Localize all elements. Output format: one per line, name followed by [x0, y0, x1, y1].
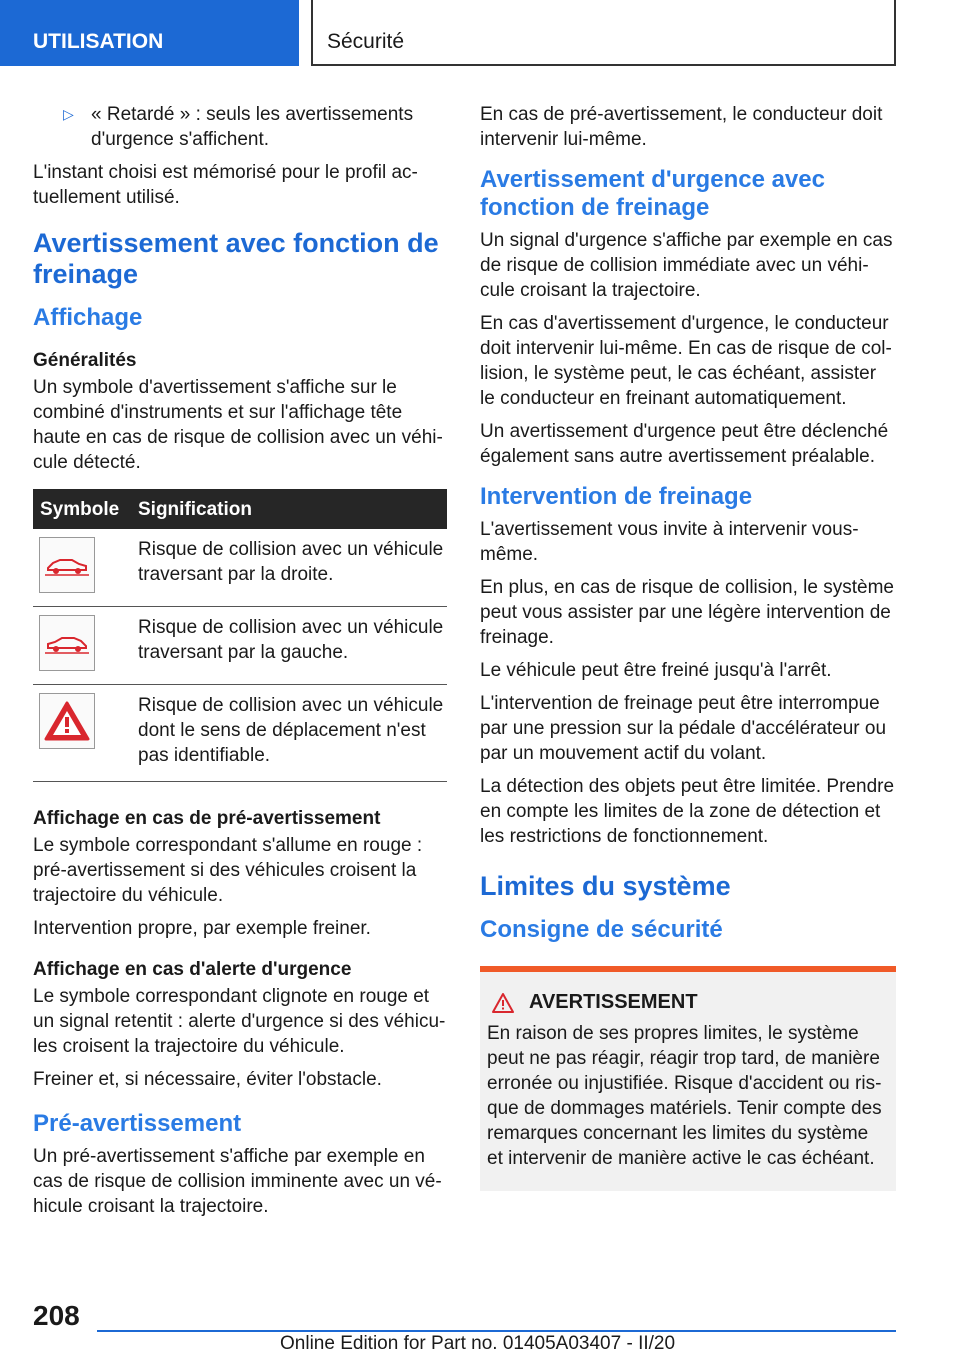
paragraph: En cas de pré-avertissement, le conducteur doit intervenir lui-même.	[480, 104, 883, 150]
heading-generalites: Généralités	[33, 350, 137, 371]
bullet-item	[33, 102, 447, 152]
warning-text: En raison de ses propres limites, le système peut ne pas réagir, réagir trop tard, de manière erronée ou injustifiée. Risque d'accident ou risque de dommages matériels. Tenir compte des remarques concernant les limites du système et intervenir de manière active le cas échéant.	[487, 1023, 882, 1169]
table-row	[33, 529, 447, 607]
table-row	[33, 607, 447, 685]
bullet-text: « Retardé » : seuls les avertissements d'urgence s'affichent.	[91, 104, 414, 150]
chapter-title: Sécurité	[311, 0, 896, 66]
warning-box	[480, 966, 896, 1191]
car-warning-icon	[39, 537, 95, 593]
left-column	[33, 102, 447, 1227]
heading-avertissement-freinage: Avertissement avec fonction de freinage	[33, 228, 439, 289]
row-description: Risque de collision avec un véhicule traversant par la gauche.	[130, 607, 447, 685]
paragraph: Le véhicule peut être freiné jusqu'à l'arrêt.	[480, 660, 832, 681]
paragraph: Le symbole correspondant clignote en rouge et un signal retentit : alerte d'urgence si des véhicules croisent la trajectoire du véhicule.	[33, 986, 446, 1057]
paragraph: L'avertissement vous invite à intervenir vous-même.	[480, 519, 859, 565]
heading-pre-avertissement: Pré-avertissement	[33, 1110, 242, 1137]
column-header-signification: Signification	[130, 489, 447, 529]
paragraph: En plus, en cas de risque de collision, le système peut vous assister par une légère intervention de freinage.	[480, 577, 894, 648]
paragraph: En cas d'avertissement d'urgence, le conducteur doit intervenir lui-même. En cas de risque de collision, le système peut, le cas échéant, assister le conducteur en freinant automatiquement.	[480, 313, 892, 409]
heading-consigne-securite: Consigne de sécurité	[480, 916, 723, 943]
heading-pre-avertissement-affichage: Affichage en cas de pré-avertissement	[33, 808, 381, 829]
triangle-warning-icon	[39, 693, 95, 749]
paragraph: La détection des objets peut être limitée. Prendre en compte les limites de la zone de détection et les restrictions de fonctionnement.	[480, 776, 895, 847]
paragraph: Un avertissement d'urgence peut être déclenché également sans autre avertissement préalable.	[480, 421, 889, 467]
paragraph: L'intervention de freinage peut être interrompue par une pression sur la pédale d'accélérateur ou par un mouvement actif du volant.	[480, 693, 887, 764]
section-tab: UTILISATION	[0, 0, 299, 66]
paragraph: Intervention propre, par exemple freiner.	[33, 918, 371, 939]
heading-alerte-urgence: Affichage en cas d'alerte d'urgence	[33, 959, 352, 980]
triangle-bullet-icon: ▷	[63, 106, 74, 122]
paragraph: Freiner et, si nécessaire, éviter l'obstacle.	[33, 1069, 382, 1090]
heading-intervention-freinage: Intervention de freinage	[480, 483, 753, 510]
paragraph: Un pré-avertissement s'affiche par exemple en cas de risque de collision imminente avec un véhicule croisant la trajectoire.	[33, 1146, 442, 1217]
heading-affichage: Affichage	[33, 304, 143, 331]
paragraph: Le symbole correspondant s'allume en rouge : pré-avertissement si des véhicules croisent la trajectoire du véhicule.	[33, 835, 423, 906]
row-description: Risque de collision avec un véhicule traversant par la droite.	[130, 529, 447, 607]
paragraph: Un signal d'urgence s'affiche par exemple en cas de risque de collision immédiate avec un véhicule croisant la trajectoire.	[480, 230, 893, 301]
row-description: Risque de collision avec un véhicule dont le sens de déplacement n'est pas identifiable.	[130, 685, 447, 782]
heading-limites-systeme: Limites du système	[480, 871, 731, 901]
edition-text: Online Edition for Part no. 01405A03407 - II/20	[280, 1333, 676, 1354]
paragraph: Un symbole d'avertissement s'affiche sur le combiné d'instruments et sur l'affichage tête haute en cas de risque de collision avec un véhicule détecté.	[33, 377, 443, 473]
page-number: 208	[33, 1300, 80, 1331]
column-header-symbole: Symbole	[33, 489, 130, 529]
page-header	[0, 0, 960, 66]
car-warning-icon	[39, 615, 95, 671]
symbol-table	[33, 489, 447, 782]
footer-divider	[97, 1330, 896, 1332]
paragraph: L'instant choisi est mémorisé pour le profil actuellement utilisé.	[33, 162, 418, 208]
heading-avertissement-urgence: Avertissement d'urgence avec fonction de freinage	[480, 166, 825, 221]
right-column	[480, 102, 896, 1191]
warning-title: AVERTISSEMENT	[529, 991, 698, 1013]
table-row	[33, 685, 447, 782]
warning-triangle-icon	[491, 992, 515, 1014]
